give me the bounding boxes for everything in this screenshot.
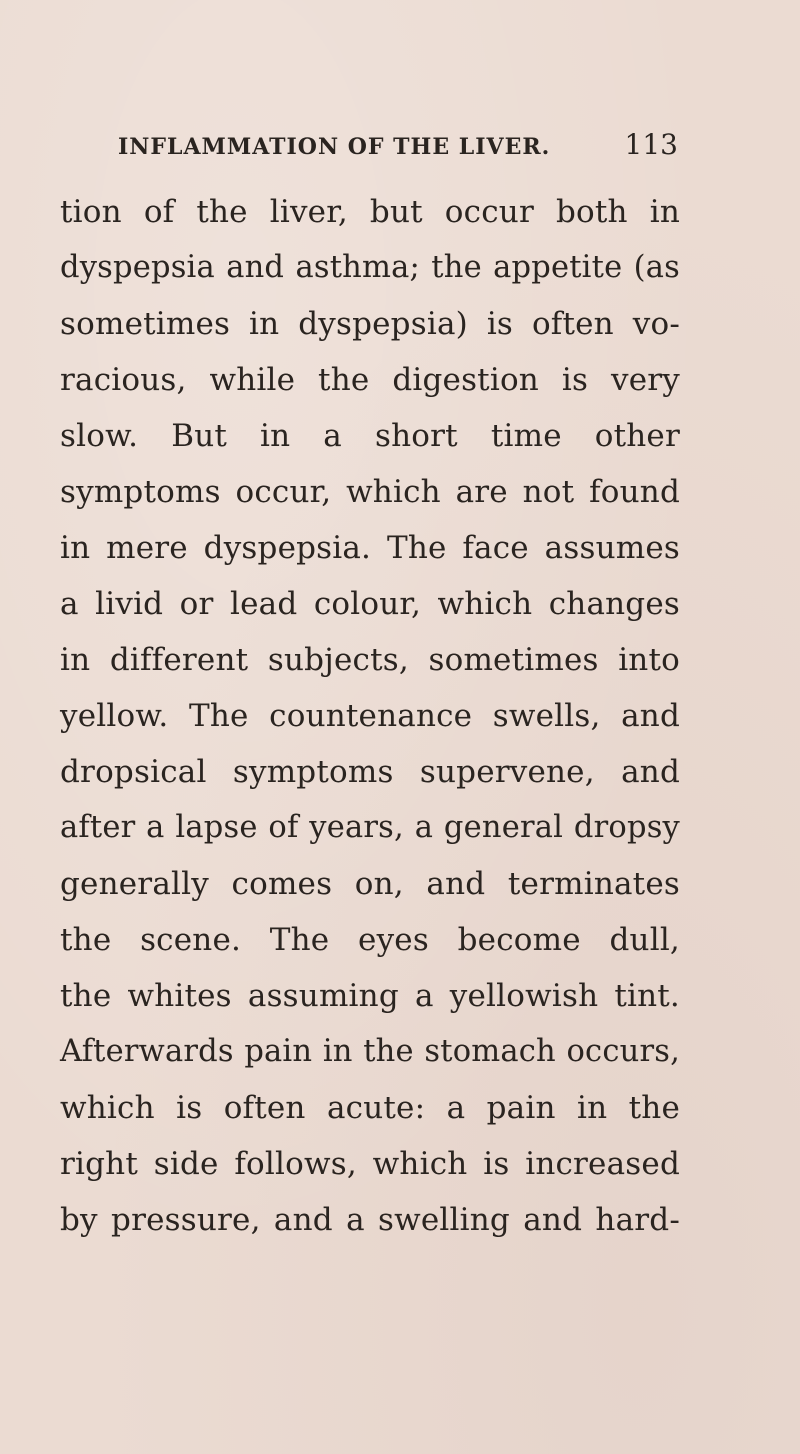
text-line: symptoms occur, which are not found — [60, 474, 680, 510]
text-line: dyspepsia and asthma; the appetite (as — [60, 250, 680, 285]
text-line: sometimes in dyspepsia) is often vo- — [60, 306, 680, 342]
text-line: in different subjects, sometimes into — [60, 642, 680, 678]
text-line: tion of the liver, but occur both in — [60, 194, 680, 230]
text-line: racious, while the digestion is very — [60, 362, 680, 398]
text-line: by pressure, and a swelling and hard- — [60, 1202, 680, 1238]
text-line: dropsical symptoms supervene, and — [60, 754, 680, 790]
text-line: right side follows, which is increased — [60, 1146, 680, 1182]
page-number: 113 — [624, 128, 678, 161]
text-line: Afterwards pain in the stomach occurs, — [60, 1034, 680, 1069]
running-head — [118, 128, 678, 168]
body-text — [60, 184, 680, 1248]
text-line: after a lapse of years, a general dropsy — [60, 810, 680, 845]
text-line: the whites assuming a yellowish tint. — [60, 978, 680, 1014]
running-head-title: INFLAMMATION OF THE LIVER. — [118, 134, 551, 160]
text-line: the scene. The eyes become dull, — [60, 922, 680, 958]
text-line: yellow. The countenance swells, and — [60, 698, 680, 734]
text-line: generally comes on, and terminates — [60, 866, 680, 902]
text-line: slow. But in a short time other — [60, 418, 680, 454]
text-line: a livid or lead colour, which changes — [60, 586, 680, 622]
text-line: in mere dyspepsia. The face assumes — [60, 530, 680, 566]
text-line: which is often acute: a pain in the — [60, 1090, 680, 1126]
